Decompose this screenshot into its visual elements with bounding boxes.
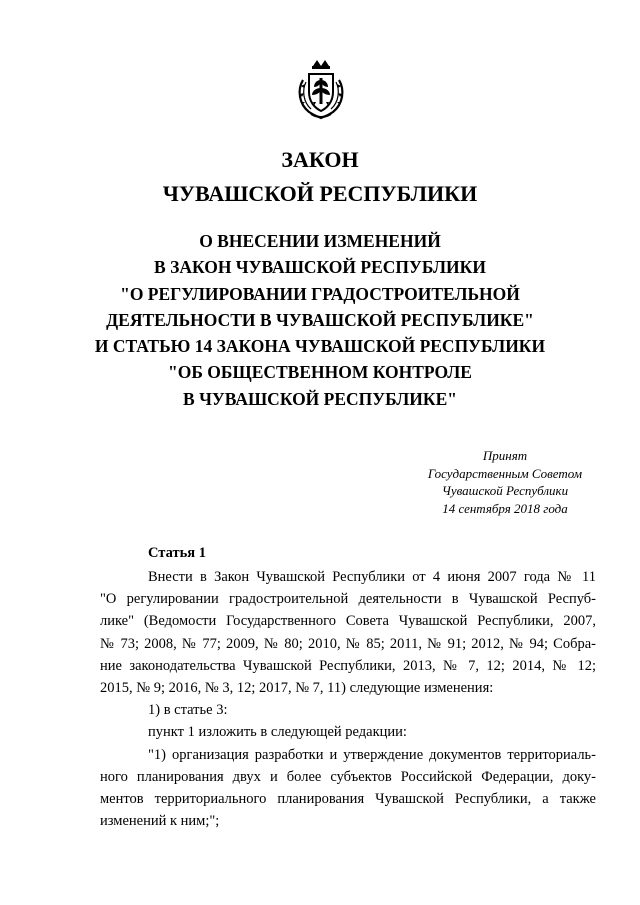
- adoption-date: 14 сентября 2018 года: [442, 500, 568, 516]
- issuing-authority-title: ЧУВАШСКОЙ РЕСПУБЛИКИ: [162, 181, 478, 206]
- adoption-line: Чувашской Республики: [441, 483, 569, 498]
- paragraph-line: ние законодательства Чувашской Республики, 2013, № 7, 12; 2014, № 12;: [100, 657, 596, 674]
- paragraph-line: 1) в статье 3:: [148, 702, 228, 719]
- adoption-line: Принят: [482, 448, 528, 463]
- subtitle-line: "О РЕГУЛИРОВАНИИ ГРАДОСТРОИТЕЛЬНОЙ: [120, 283, 520, 304]
- paragraph-line: № 73; 2008, № 77; 2009, № 80; 2010, № 85; 2011, № 91; 2012, № 94; Собра-: [100, 635, 596, 652]
- adoption-line: Государственным Советом: [427, 465, 583, 481]
- adoption-note: [400, 447, 610, 517]
- paragraph-line: "1) организация разработки и утверждение документов территориаль-: [148, 746, 596, 763]
- article-body: [100, 566, 596, 832]
- paragraph-line: изменений к ним;";: [100, 813, 220, 830]
- paragraph-line: Внести в Закон Чувашской Республики от 4 июня 2007 года № 11: [148, 569, 596, 585]
- paragraph-line: лике" (Ведомости Государственного Совета Чувашской Республики, 2007,: [100, 613, 596, 630]
- paragraph-line: ного планирования двух и более субъектов Российской Федерации, доку-: [100, 768, 596, 785]
- chuvash-coat-of-arms-icon: [295, 58, 347, 120]
- paragraph-line: ментов территориального планирования Чувашской Республики, а также: [100, 790, 596, 807]
- subtitle-line: О ВНЕСЕНИИ ИЗМЕНЕНИЙ: [199, 231, 441, 251]
- article-heading: Статья 1: [148, 545, 206, 561]
- document-type-title: ЗАКОН: [281, 147, 359, 172]
- subtitle-line: В ЗАКОН ЧУВАШСКОЙ РЕСПУБЛИКИ: [154, 257, 486, 278]
- subtitle-line: ДЕЯТЕЛЬНОСТИ В ЧУВАШСКОЙ РЕСПУБЛИКЕ": [106, 309, 534, 330]
- subtitle-line: И СТАТЬЮ 14 ЗАКОНА ЧУВАШСКОЙ РЕСПУБЛИКИ: [94, 336, 546, 357]
- paragraph-line: 2015, № 9; 2016, № 3, 12; 2017, № 7, 11) следующие изменения:: [100, 679, 494, 696]
- subtitle-line: "ОБ ОБЩЕСТВЕННОМ КОНТРОЛЕ: [168, 362, 472, 383]
- paragraph-line: пункт 1 изложить в следующей редакции:: [148, 724, 407, 741]
- subtitle-line: В ЧУВАШСКОЙ РЕСПУБЛИКЕ": [183, 388, 457, 409]
- paragraph-line: "О регулировании градостроительной деятельности в Чувашской Респуб-: [100, 591, 596, 608]
- law-subtitle: [0, 228, 640, 412]
